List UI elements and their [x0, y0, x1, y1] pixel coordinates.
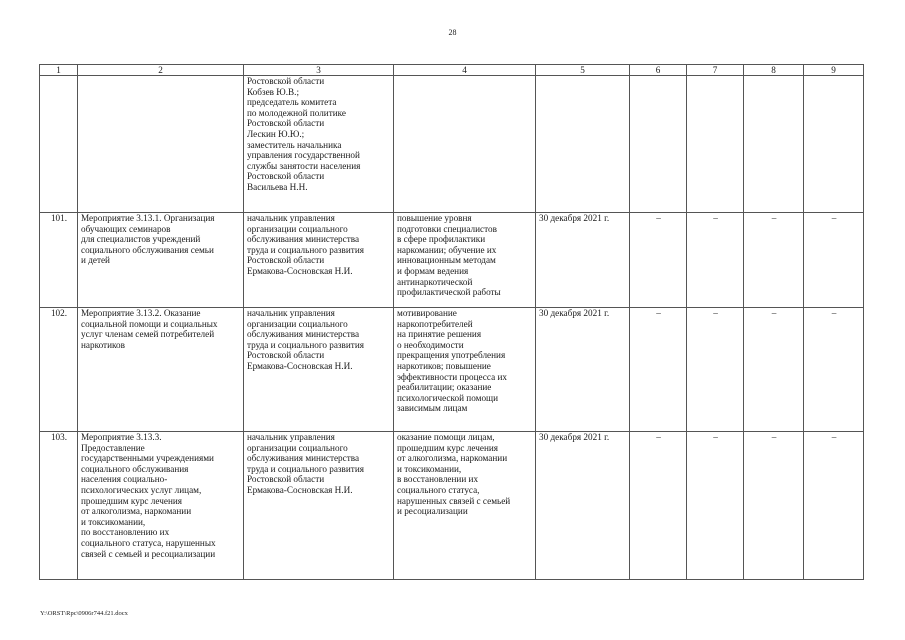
header-col-9: 9 [804, 65, 864, 76]
cell-col9 [804, 76, 864, 213]
cell-text-line: обучающих семинаров [81, 223, 171, 234]
cell-num: 102. [40, 308, 78, 432]
cell-text-line: управления государственной [247, 150, 360, 161]
cell-col8: – [744, 213, 804, 308]
cell-text-line: Лескин Ю.Ю.; [247, 128, 305, 139]
cell-text-line: Ростовской области [247, 350, 325, 361]
cell-text-line: Предоставление [81, 442, 145, 453]
cell-result [394, 76, 536, 213]
cell-text-line: прошедшим курс лечения [81, 495, 182, 506]
cell-text-line: для специалистов учреждений [81, 234, 201, 245]
cell-text-line: мотивирование [397, 308, 457, 318]
cell-event [78, 213, 244, 308]
cell-num: 101. [40, 213, 78, 308]
cell-text-line: и токсикомании, [81, 516, 146, 527]
cell-event [78, 432, 244, 580]
cell-text-line: и токсикомании, [397, 463, 462, 474]
cell-col9: – [804, 213, 864, 308]
table-row [40, 308, 864, 432]
cell-responsible [244, 76, 394, 213]
cell-text-line: труда и социального развития [247, 244, 364, 255]
cell-text-line: социального обслуживания семьи [81, 244, 214, 255]
cell-text-line: профилактической работы [397, 287, 501, 298]
cell-text-line: начальник управления [247, 432, 335, 442]
cell-text-line: наркомании; обучение их [397, 244, 497, 255]
cell-text-line: Ростовской области [247, 255, 325, 266]
cell-text-line: и детей [81, 255, 110, 266]
cell-col6: – [630, 213, 687, 308]
cell-col8: – [744, 432, 804, 580]
cell-col7: – [687, 308, 744, 432]
cell-result [394, 432, 536, 580]
cell-text-line: организации социального [247, 223, 348, 234]
cell-text-line: наркотиков [81, 339, 125, 350]
table-row [40, 432, 864, 580]
cell-num [40, 76, 78, 213]
cell-text-line: и формам ведения [397, 265, 469, 276]
cell-text-line: Ермакова-Сосновская Н.И. [247, 360, 353, 371]
cell-text-line: организации социального [247, 442, 348, 453]
cell-text-line: и ресоциализации [397, 506, 468, 517]
header-col-2: 2 [78, 65, 244, 76]
cell-responsible [244, 308, 394, 432]
cell-text-line: обслуживания министерства [247, 329, 360, 340]
cell-text-line: начальник управления [247, 308, 335, 318]
cell-text-line: наркотиков; повышение [397, 360, 491, 371]
cell-text-line: населения социально- [81, 474, 168, 485]
cell-text-line: Мероприятие 3.13.1. Организация [81, 213, 215, 223]
cell-col6: – [630, 308, 687, 432]
cell-text-line: инновационным методам [397, 255, 496, 266]
cell-text-line: Мероприятие 3.13.3. [81, 432, 162, 442]
header-row [40, 65, 864, 76]
cell-date: 30 декабря 2021 г. [536, 213, 630, 308]
cell-text-line: реабилитации; оказание [397, 382, 492, 393]
cell-text-line: о необходимости [397, 339, 464, 350]
cell-event [78, 308, 244, 432]
cell-text-line: труда и социального развития [247, 463, 364, 474]
cell-date: 30 декабря 2021 г. [536, 308, 630, 432]
cell-text-line: по восстановлению их [81, 527, 170, 538]
cell-text-line: зависимым лицам [397, 403, 468, 414]
cell-text-line: антинаркотической [397, 276, 473, 287]
cell-text-line: прекращения употребления [397, 350, 506, 361]
cell-text-line: Мероприятие 3.13.2. Оказание [81, 308, 201, 318]
cell-text-line: нарушенных связей с семьей [397, 495, 511, 506]
cell-responsible [244, 432, 394, 580]
header-col-5: 5 [536, 65, 630, 76]
cell-text-line: психологической помощи [397, 392, 499, 403]
cell-num: 103. [40, 432, 78, 580]
cell-text-line: службы занятости населения [247, 160, 361, 171]
cell-text-line: Ростовской области [247, 474, 325, 485]
cell-text-line: подготовки специалистов [397, 223, 497, 234]
cell-text-line: организации социального [247, 318, 348, 329]
cell-text-line: оказание помощи лицам, [397, 432, 495, 442]
cell-text-line: социального обслуживания [81, 463, 189, 474]
cell-text-line: на принятие решения [397, 329, 482, 340]
cell-text-line: заместитель начальника [247, 139, 342, 150]
cell-col7 [687, 76, 744, 213]
cell-text-line: наркопотребителей [397, 318, 473, 329]
header-col-8: 8 [744, 65, 804, 76]
cell-col6 [630, 76, 687, 213]
cell-event [78, 76, 244, 213]
cell-text-line: обслуживания министерства [247, 453, 360, 464]
cell-col8 [744, 76, 804, 213]
cell-text-line: Васильева Н.Н. [247, 181, 308, 192]
cell-result [394, 308, 536, 432]
cell-col9: – [804, 308, 864, 432]
cell-text-line: психологических услуг лицам, [81, 484, 202, 495]
cell-col6: – [630, 432, 687, 580]
header-col-4: 4 [394, 65, 536, 76]
cell-text-line: социальной помощи и социальных [81, 318, 218, 329]
cell-text-line: Ростовской области [247, 76, 325, 86]
cell-text-line: социального статуса, [397, 484, 480, 495]
footer-file-path: Y:\ORST\Rpc\0906r744.f21.docx [40, 610, 128, 617]
cell-text-line: повышение уровня [397, 213, 472, 223]
continuation-row [40, 76, 864, 213]
cell-date: 30 декабря 2021 г. [536, 432, 630, 580]
cell-text-line: председатель комитета [247, 97, 337, 108]
cell-text-line: связей с семьей и ресоциализации [81, 548, 216, 559]
header-col-6: 6 [630, 65, 687, 76]
cell-text-line: услуг членам семей потребителей [81, 329, 215, 340]
cell-responsible [244, 213, 394, 308]
cell-text-line: от алкоголизма, наркомании [81, 506, 192, 517]
cell-col7: – [687, 213, 744, 308]
cell-col9: – [804, 432, 864, 580]
cell-text-line: Кобзев Ю.В.; [247, 86, 299, 97]
header-col-7: 7 [687, 65, 744, 76]
cell-col7: – [687, 432, 744, 580]
cell-text-line: социального статуса, нарушенных [81, 537, 216, 548]
cell-col8: – [744, 308, 804, 432]
cell-result [394, 213, 536, 308]
cell-text-line: по молодежной политике [247, 107, 346, 118]
cell-text-line: в сфере профилактики [397, 234, 486, 245]
cell-text-line: прошедшим курс лечения [397, 442, 498, 453]
cell-text-line: Ермакова-Сосновская Н.И. [247, 484, 353, 495]
cell-text-line: обслуживания министерства [247, 234, 360, 245]
action-plan-table [39, 64, 864, 580]
cell-text-line: в восстановлении их [397, 474, 479, 485]
cell-text-line: начальник управления [247, 213, 335, 223]
header-col-3: 3 [244, 65, 394, 76]
cell-text-line: эффективности процесса их [397, 371, 507, 382]
cell-text-line: Ермакова-Сосновская Н.И. [247, 265, 353, 276]
cell-date [536, 76, 630, 213]
page-number: 28 [448, 28, 457, 37]
cell-text-line: Ростовской области [247, 118, 325, 129]
cell-text-line: труда и социального развития [247, 339, 364, 350]
cell-text-line: Ростовской области [247, 171, 325, 182]
header-col-1: 1 [40, 65, 78, 76]
cell-text-line: государственными учреждениями [81, 453, 214, 464]
table-row [40, 213, 864, 308]
cell-text-line: от алкоголизма, наркомании [397, 453, 508, 464]
